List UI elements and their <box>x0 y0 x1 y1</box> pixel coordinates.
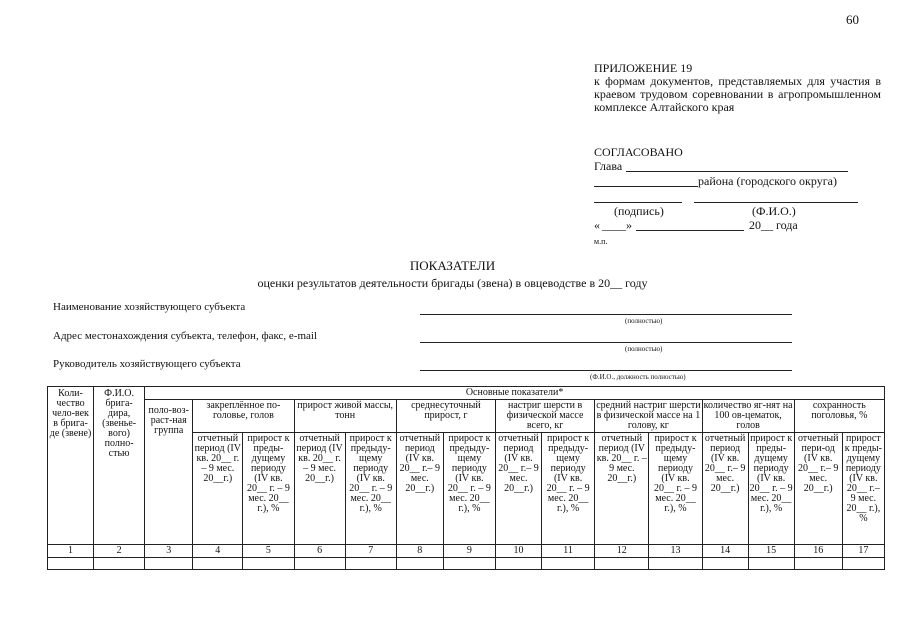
field-address-caption: (полностью) <box>625 345 663 353</box>
column-number: 2 <box>94 545 145 558</box>
sub-header-9: прирост к предыду-щему периоду (IV кв. 20__ г. – 9 мес. 20__ г.), % <box>443 433 495 545</box>
column-number: 14 <box>702 545 748 558</box>
sub-header-4: отчетный период (IV кв. 20__ г. – 9 мес. 20__г.) <box>193 433 243 545</box>
column-number: 9 <box>443 545 495 558</box>
field-head-caption: (Ф.И.О., должность полностью) <box>590 373 686 381</box>
indicators-table <box>47 386 885 570</box>
column-number: 1 <box>48 545 94 558</box>
col-age-group-header: поло-воз-раст-ная группа <box>145 400 193 545</box>
group-livestock-header: закреплённое по-головье, голов <box>193 400 294 433</box>
sub-header-17: прирост к преды-дущему периоду (IV кв. 20__ г.– 9 мес. 20__ г.), % <box>842 433 884 545</box>
field-address-label: Адрес местонахождения субъекта, телефон, факс, e-mail <box>53 330 318 342</box>
column-number: 6 <box>294 545 345 558</box>
field-entity-name-caption: (полностью) <box>625 317 663 325</box>
col-brigadier-header: Ф.И.О. брига-дира, (звенье-вого) полно-стью <box>94 387 145 545</box>
column-number: 12 <box>595 545 649 558</box>
sub-header-8: отчетный период (IV кв. 20__ г.– 9 мес. 20__г.) <box>396 433 443 545</box>
sub-header-14: отчетный период (IV кв. 20__ г.– 9 мес. 20__г.) <box>702 433 748 545</box>
group-wool-total-header: настриг шерсти в физической массе всего, кг <box>495 400 594 433</box>
group-survival-header: сохранность поголовья, % <box>794 400 884 433</box>
page-number: 60 <box>846 12 859 27</box>
sub-header-6: отчетный период (IV кв. 20__ г. – 9 мес. 20__г.) <box>294 433 345 545</box>
signature-line <box>594 202 682 203</box>
date-day-blank: ____ <box>602 218 626 232</box>
field-head-line <box>420 370 792 371</box>
column-number: 8 <box>396 545 443 558</box>
main-indicators-header: Основные показатели* <box>145 387 885 400</box>
sub-header-7: прирост к предыду-щему периоду (IV кв. 20__ г. – 9 мес. 20__ г.), % <box>345 433 396 545</box>
column-number: 13 <box>649 545 702 558</box>
table-row <box>48 558 885 570</box>
column-number: 11 <box>542 545 595 558</box>
field-address-line <box>420 342 792 343</box>
column-number: 3 <box>145 545 193 558</box>
document-subtitle: оценки результатов деятельности бригады (звена) в овцеводстве в 20__ году <box>257 276 648 290</box>
group-wool-per-head-header: средний настриг шерсти в физической массе на 1 голову, кг <box>596 400 701 431</box>
column-number-row <box>48 545 885 558</box>
group-daily-gain-header: среднесуточный прирост, г <box>396 400 495 433</box>
date-year: 20__ года <box>749 218 798 232</box>
date-month-line <box>636 230 744 231</box>
col-people-count-header: Коли-чество чело-век в брига-де (звене) <box>48 387 94 545</box>
date-close-quote: » <box>626 218 632 232</box>
district-line <box>594 186 698 187</box>
appendix-block <box>594 61 881 114</box>
head-label: Глава <box>594 159 623 173</box>
name-line <box>694 202 858 203</box>
sub-header-11: прирост к предыду-щему периоду (IV кв. 20__ г. – 9 мес. 20__ г.), % <box>542 433 595 545</box>
name-caption: (Ф.И.О.) <box>752 204 796 218</box>
stamp-mark: м.п. <box>594 237 608 246</box>
column-number: 4 <box>193 545 243 558</box>
appendix-text: к формам документов, представляемых для участия в краевом трудовом соревновании в агропромышленном комплексе Алтайского края <box>594 74 881 114</box>
group-weight-gain-header: прирост живой массы, тонн <box>294 400 396 433</box>
sub-header-5: прирост к преды-дущему периоду (IV кв. 20__ г. – 9 мес. 20__ г.), % <box>243 433 294 545</box>
column-number: 16 <box>794 545 842 558</box>
column-number: 7 <box>345 545 396 558</box>
sub-header-15: прирост к преды-дущему периоду (IV кв. 20__ г. – 9 мес. 20__ г.), % <box>748 433 794 545</box>
sub-header-12: отчетный период (IV кв. 20__ г. – 9 мес. 20__г.) <box>595 433 649 545</box>
field-entity-name-line <box>420 314 792 315</box>
sub-header-10: отчетный период (IV кв. 20__ г.– 9 мес. 20__г.) <box>495 433 541 545</box>
sub-header-13: прирост к предыду-щему периоду (IV кв. 20__ г. – 9 мес. 20__ г.), % <box>649 433 702 545</box>
column-number: 17 <box>842 545 884 558</box>
document-title: ПОКАЗАТЕЛИ <box>409 258 496 273</box>
column-number: 10 <box>495 545 541 558</box>
sub-header-16: отчетный пери-од (IV кв. 20__ г.– 9 мес. 20__г.) <box>794 433 842 545</box>
field-entity-name-label: Наименование хозяйствующего субъекта <box>53 301 246 313</box>
date-open-quote: « <box>594 218 600 232</box>
column-number: 15 <box>748 545 794 558</box>
field-head-label: Руководитель хозяйствующего субъекта <box>53 358 241 370</box>
district-label: района (городского округа) <box>698 174 837 188</box>
signature-caption: (подпись) <box>614 204 664 218</box>
approval-heading: СОГЛАСОВАНО <box>594 145 683 159</box>
head-line <box>626 171 848 172</box>
column-number: 5 <box>243 545 294 558</box>
appendix-title: ПРИЛОЖЕНИЕ 19 <box>594 61 693 75</box>
group-lambs-header: количество яг-нят на 100 ов-цематок, голов <box>703 400 793 431</box>
